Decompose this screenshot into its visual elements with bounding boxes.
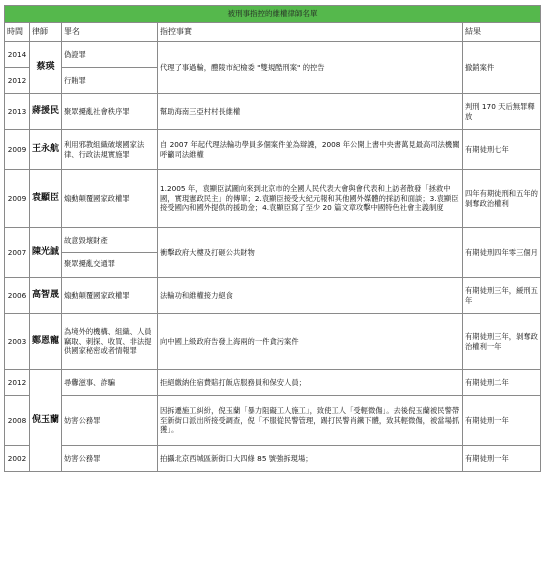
row-charge: 行賄罪 xyxy=(62,68,158,94)
row-cause: 衝擊政府大樓及打砸公共財物 xyxy=(158,228,463,278)
table-row xyxy=(5,396,541,446)
row-result: 有期徒刑一年 xyxy=(463,396,541,446)
header-row xyxy=(5,23,541,42)
row-cause: 因拆遷施工糾紛，倪玉蘭「暴力阻礙工人施工」，致使工人「受輕微傷」。去後倪玉蘭被民警帶至新街口派出所接受調查，倪「不服從民警管理，踢打民警肖鐵下體，致其輕微傷，被當場抓獲」。 xyxy=(158,396,463,446)
table-title: 被刑事指控的維權律師名單 xyxy=(5,6,541,23)
lawyer-table-sheet xyxy=(4,5,540,472)
row-year: 2013 xyxy=(5,94,30,130)
row-result: 有期徒刑七年 xyxy=(463,130,541,170)
table-row xyxy=(5,130,541,170)
header-cause: 指控事實 xyxy=(158,23,463,42)
row-year: 2007 xyxy=(5,228,30,278)
row-year: 2008 xyxy=(5,396,30,446)
row-result: 有期徒刑一年 xyxy=(463,446,541,472)
table-row xyxy=(5,370,541,396)
row-year: 2009 xyxy=(5,130,30,170)
row-result: 判刑 170 天后無罪釋放 xyxy=(463,94,541,130)
row-cause: 拍攝北京西城區新街口大四條 85 號強拆現場； xyxy=(158,446,463,472)
row-charge: 尋釁滋事、詐騙 xyxy=(62,370,158,396)
table-row xyxy=(5,170,541,228)
row-year: 2003 xyxy=(5,314,30,370)
row-result: 有期徒刑二年 xyxy=(463,370,541,396)
row-result: 有期徒刑四年零三個月 xyxy=(463,228,541,278)
row-charge: 利用邪教組織破壞國家法律、行政法規實施罪 xyxy=(62,130,158,170)
row-lawyer: 袁顯臣 xyxy=(30,170,62,228)
table-row xyxy=(5,446,541,472)
row-charge: 故意毀壞財產 xyxy=(64,236,108,246)
lawyer-table xyxy=(4,5,541,472)
row-result: 四年有期徒刑和五年的剝奪政治權利 xyxy=(463,170,541,228)
row-lawyer: 蔡瑛 xyxy=(30,42,62,94)
row-cause: 代理了事過輪，醴陵市紀檢委 "雙規酷刑案" 的控告 xyxy=(158,42,463,94)
header-result: 結果 xyxy=(463,23,541,42)
row-year: 2006 xyxy=(5,278,30,314)
header-time: 時間 xyxy=(5,23,30,42)
row-result: 撤銷案件 xyxy=(463,42,541,94)
row-cause: 自 2007 年起代理法輪功學員多個案件並為辯護，2008 年公開上書中央書萬見最高司法機關呼籲司法維權 xyxy=(158,130,463,170)
row-year: 2012 xyxy=(5,68,30,94)
row-charge-2: 聚眾擾亂交通罪 xyxy=(64,259,116,268)
row-lawyer: 蔣援民 xyxy=(30,94,62,130)
row-year: 2012 xyxy=(5,370,30,396)
row-cause: 拒絕繳納住宿費賠打飯店服務員和保安人員； xyxy=(158,370,463,396)
row-lawyer: 倪玉蘭 xyxy=(30,370,62,472)
row-cause: 法輪功和維權接力絕食 xyxy=(158,278,463,314)
row-cause: 向中國上級政府告發上海兩的一件貪污案件 xyxy=(158,314,463,370)
table-row xyxy=(5,228,541,278)
table-row xyxy=(5,42,541,68)
row-charge: 煽動顛覆國家政權罪 xyxy=(62,170,158,228)
row-lawyer: 高智晟 xyxy=(30,278,62,314)
header-lawyer: 律師 xyxy=(30,23,62,42)
row-year: 2002 xyxy=(5,446,30,472)
table-row xyxy=(5,278,541,314)
row-result: 有期徒刑三年，緩刑五年 xyxy=(463,278,541,314)
row-cause: 幫助海南三亞村村長維權 xyxy=(158,94,463,130)
row-lawyer: 鄭恩寵 xyxy=(30,314,62,370)
row-year: 2014 xyxy=(5,42,30,68)
row-lawyer: 陳光誠 xyxy=(30,228,62,278)
table-row xyxy=(5,94,541,130)
row-charge: 妨害公務罪 xyxy=(62,396,158,446)
table-row xyxy=(5,314,541,370)
row-charge-cell xyxy=(62,228,158,278)
header-charge: 罪名 xyxy=(62,23,158,42)
row-charge: 偽證罪 xyxy=(62,42,158,68)
row-year: 2009 xyxy=(5,170,30,228)
row-charge: 妨害公務罪 xyxy=(62,446,158,472)
row-lawyer: 王永航 xyxy=(30,130,62,170)
row-charge: 煽動顛覆國家政權罪 xyxy=(62,278,158,314)
row-result: 有期徒刑三年，剝奪政治權利一年 xyxy=(463,314,541,370)
row-charge: 為境外的機構、組織、人員竊取、刺探、收買、非法提供國家秘密或者情報罪 xyxy=(62,314,158,370)
row-cause: 1.2005 年，袁顯臣試圖向來到北京市的全國人民代表大會與會代表和上訪者散發「拯救中國，實現憲政民主」的傳單；2.袁顯臣接受大紀元報和其他國外媒體的採訪和面談；3.袁顯臣接受國內和國外提供的援助金；4.袁顯臣寫了至少 20 篇文章攻擊中國特色社會主義制度 xyxy=(158,170,463,228)
row-charge: 聚眾擾亂社會秩序罪 xyxy=(62,94,158,130)
